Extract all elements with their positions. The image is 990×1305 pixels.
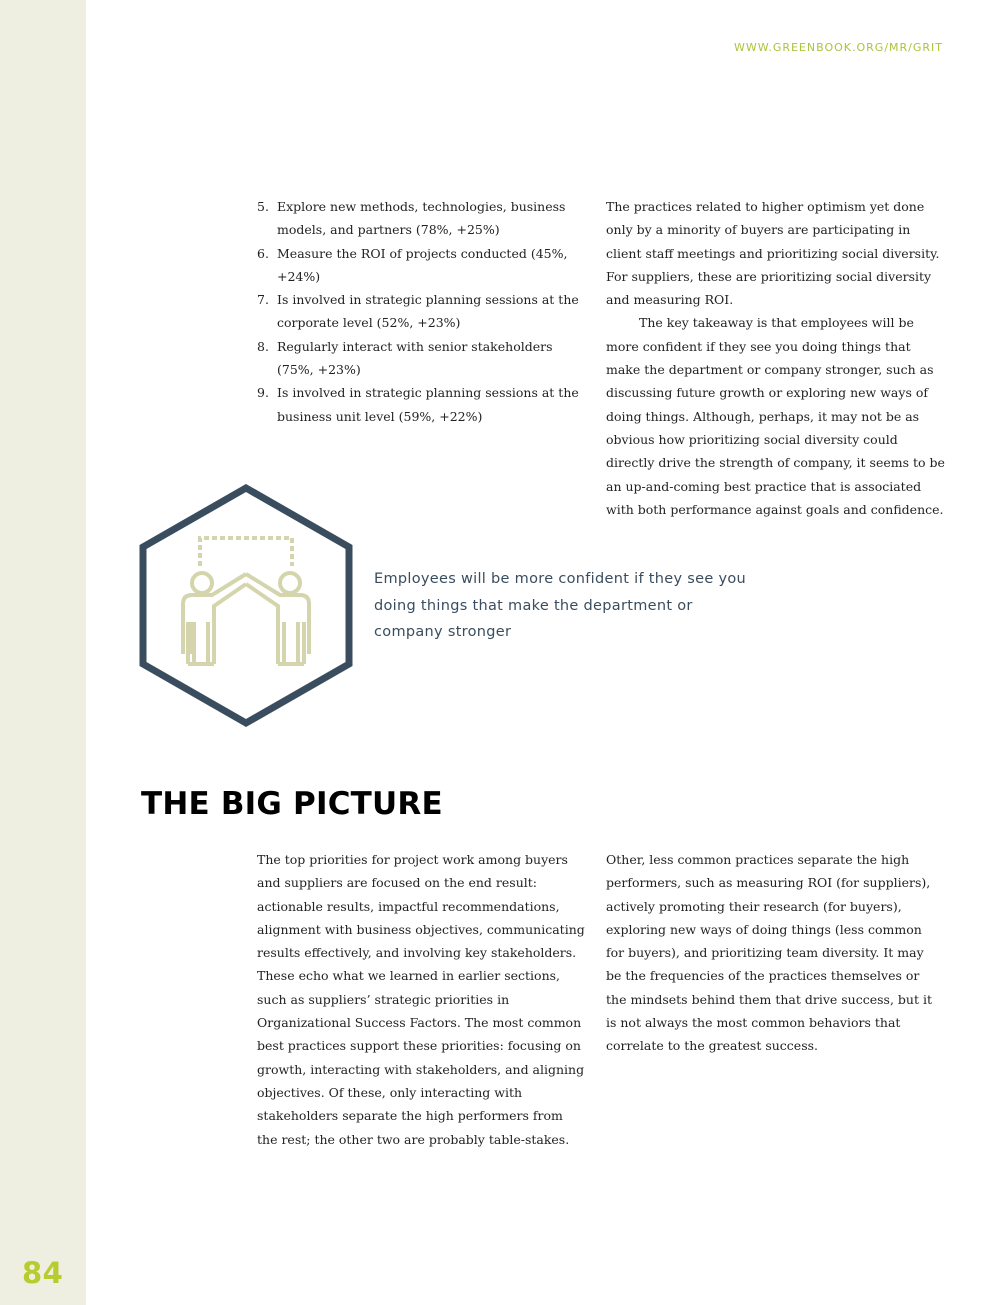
list-item xyxy=(257,381,587,428)
callout-quote: Employees will be more confident if they see you doing things that make the department or company stronger xyxy=(374,571,746,640)
list-item xyxy=(257,195,587,242)
page-sidebar xyxy=(0,0,86,1305)
list-item-text: Regularly interact with senior stakeholders (75%, +23%) xyxy=(277,338,553,378)
list-item-number: 7. xyxy=(257,292,269,308)
list-item-number: 5. xyxy=(257,199,269,214)
list-item-number: 9. xyxy=(257,385,269,401)
teamwork-hexagon-icon xyxy=(138,484,354,728)
list-item xyxy=(257,242,587,289)
section-title: THE BIG PICTURE xyxy=(141,786,443,822)
paragraph: The practices related to higher optimism yet done only by a minority of buyers are participating in client staff meetings and prioritizing social diversity. For suppliers, these are prioritizing social diversity and measuring ROI. xyxy=(606,199,940,308)
list-item-text: Is involved in strategic planning sessions at the business unit level (59%, +22%) xyxy=(277,385,579,424)
list-item-text: Measure the ROI of projects conducted (45%, +24%) xyxy=(277,245,568,284)
right-column-top xyxy=(606,195,946,521)
list-item xyxy=(257,335,587,382)
paragraph: Other, less common practices separate the high performers, such as measuring ROI (for suppliers), actively promoting their research (for buyers), exploring new ways of doing things (less common for buyers), and prioritizing team diversity. It may be the frequencies of the practices themselves or the mindsets behind them that drive success, but it is not always the most common behaviors that correlate to the greatest success. xyxy=(606,852,932,1054)
list-item-text: Explore new methods, technologies, business models, and partners (78%, +25%) xyxy=(277,199,566,238)
list-item-number: 8. xyxy=(257,338,269,354)
list-item-text: Is involved in strategic planning sessions at the corporate level (52%, +23%) xyxy=(277,292,579,331)
page-number: 84 xyxy=(22,1256,64,1290)
header-url[interactable]: WWW.GREENBOOK.ORG/MR/GRIT xyxy=(733,41,943,54)
big-picture-right-column xyxy=(606,848,936,1058)
list-item xyxy=(257,288,587,335)
practices-list xyxy=(257,195,587,428)
big-picture-left-column xyxy=(257,848,587,1151)
paragraph: The top priorities for project work among buyers and suppliers are focused on the end result: actionable results, impactful recommendations, alignment with business objectives, communicating results effectively, and involving key stakeholders. These echo what we learned in earlier sections, such as suppliers’ strategic priorities in Organizational Success Factors. The most common best practices support these priorities: focusing on growth, interacting with stakeholders, and aligning objectives. Of these, only interacting with stakeholders separate the high performers from the rest; the other two are probably table-stakes. xyxy=(257,852,585,1147)
list-item-number: 6. xyxy=(257,245,269,261)
practices-list-column xyxy=(257,195,587,428)
paragraph: The key takeaway is that employees will be more confident if they see you doing things that make the department or company stronger, such as discussing future growth or exploring new ways of doing things. Although, perhaps, it may not be as obvious how prioritizing social diversity could directly drive the strength of company, it seems to be an up-and-coming best practice that is associated with both performance against goals and confidence. xyxy=(606,315,945,517)
